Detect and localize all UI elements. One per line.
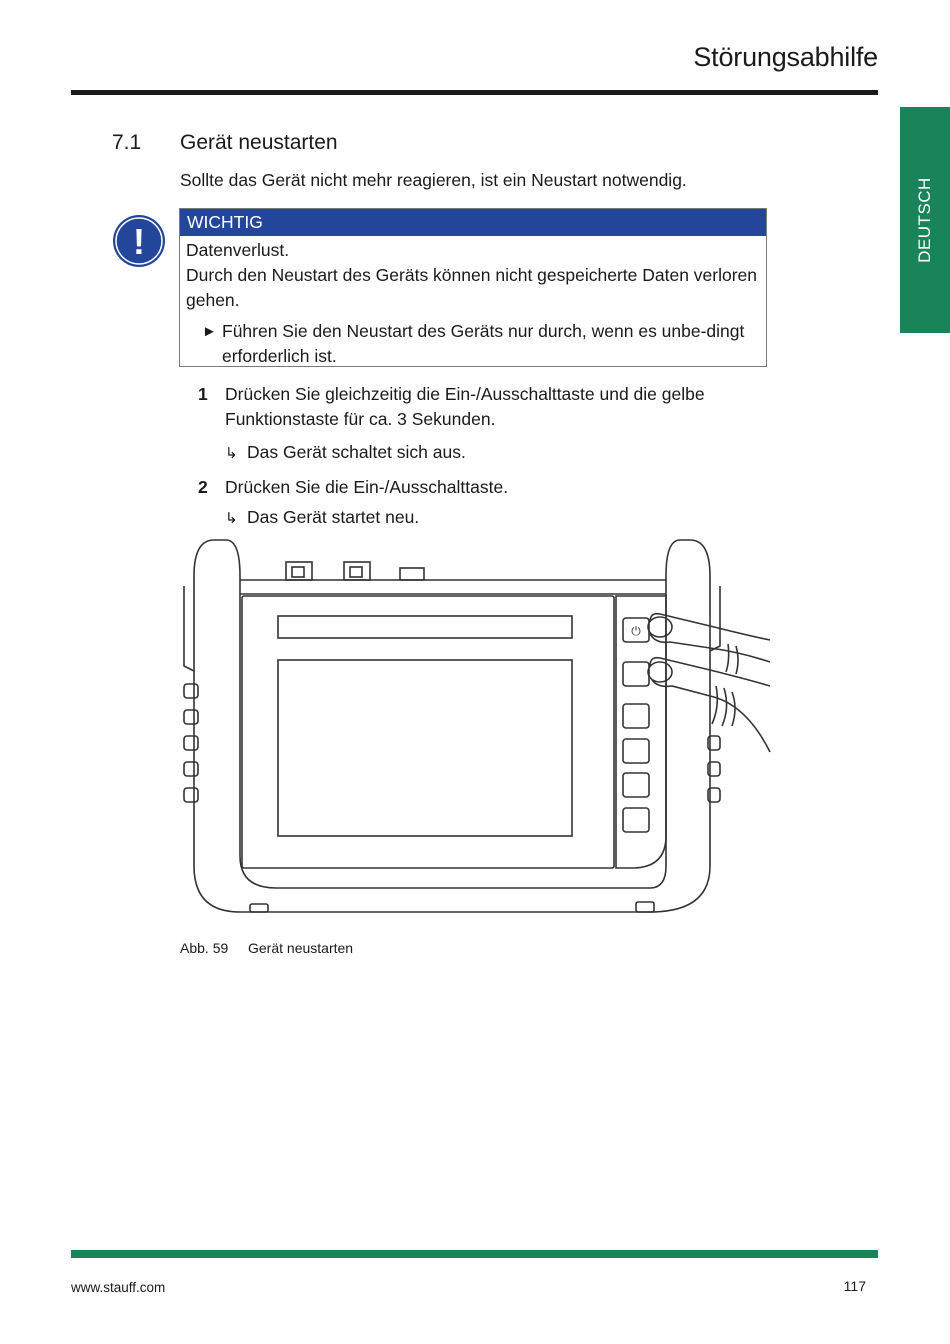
section-intro: Sollte das Gerät nicht mehr reagieren, ist ein Neustart notwendig. [180, 170, 687, 190]
step-2 [180, 475, 755, 500]
action-arrow-icon: ► [202, 323, 217, 340]
section-title: Gerät neustarten [180, 131, 338, 154]
page-number: 117 [843, 1278, 866, 1294]
notice-line-1: Datenverlust. [186, 240, 290, 260]
exclamation-icon [112, 214, 166, 268]
header-rule [71, 90, 878, 95]
language-tab-label: DEUTSCH [915, 177, 934, 263]
step-text: Drücken Sie gleichzeitig die Ein-/Ausschalttaste und die gelbe Funktionstaste für ca. 3 Sekunden. [225, 384, 705, 429]
exclamation-icon-glyph: ! [133, 221, 145, 262]
notice-action-text: Führen Sie den Neustart des Geräts nur durch, wenn es unbe-dingt erforderlich ist. [222, 321, 745, 366]
section-number: 7.1 [112, 131, 142, 154]
step-number: 1 [198, 384, 208, 404]
language-tab [900, 107, 950, 333]
device-illustration [180, 536, 780, 918]
caption-label: Abb. 59 [180, 940, 229, 956]
notice-body [180, 236, 766, 369]
step-number: 2 [198, 477, 208, 497]
step-text: Drücken Sie die Ein-/Ausschalttaste. [225, 477, 509, 497]
footer-url: www.stauff.com [71, 1280, 166, 1295]
result-arrow-icon: ↳ [225, 510, 238, 527]
notice-heading: WICHTIG [180, 209, 766, 236]
caption-text: Gerät neustarten [248, 940, 354, 956]
result-text: Das Gerät schaltet sich aus. [247, 442, 466, 462]
result-arrow-icon: ↳ [225, 445, 238, 462]
power-icon: ⏻ [631, 624, 641, 638]
result-text: Das Gerät startet neu. [247, 507, 420, 527]
notice-line-2: Durch den Neustart des Geräts können nicht gespeicherte Daten verloren gehen. [186, 265, 758, 310]
step-1-result [225, 440, 466, 466]
notice-box [179, 208, 767, 367]
footer-rule [71, 1250, 878, 1258]
page-header-title: Störungsabhilfe [693, 42, 878, 72]
notice-action [186, 319, 760, 369]
step-1 [180, 382, 755, 432]
figure-caption [180, 940, 353, 956]
step-2-result [225, 505, 419, 531]
